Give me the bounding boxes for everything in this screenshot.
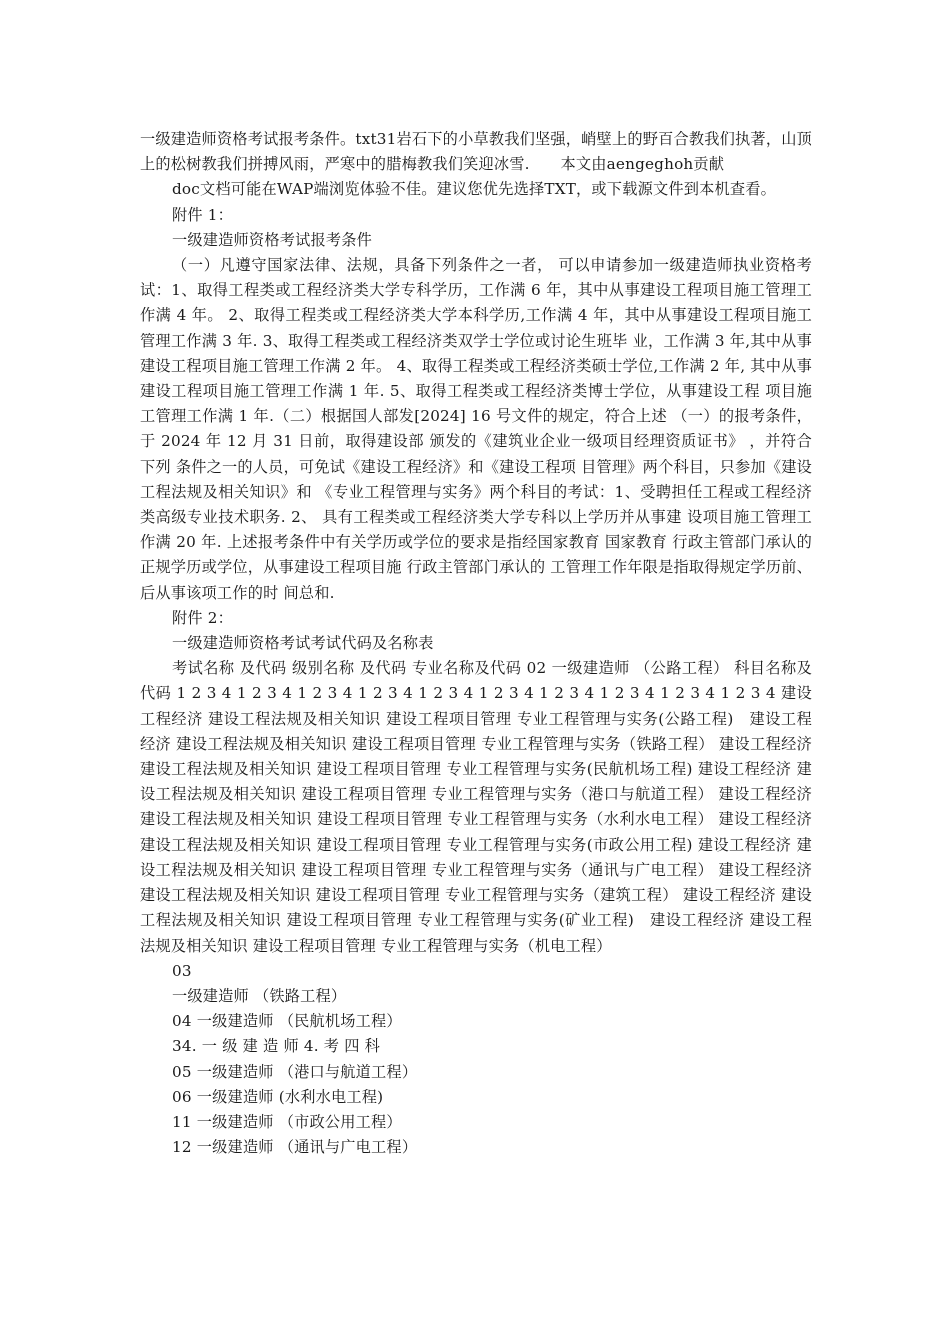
attachment-2-body: 考试名称 及代码 级别名称 及代码 专业名称及代码 02 一级建造师 （公路工程） 科目名称及代码 1 2 3 4 1 2 3 4 1 2 3 4 1 2 3 4 1 2 3 4 1 2 3 4 1 2 3 4 1 2 3 4 1 2 3 4 1 2 3 4 建设工程经济 建设工程法规及相关知识 建设工程项目管理 专业工程管理与实务(公路工程) 建设工程经济 建设工程法规及相关知识 建设工程项目管理 专业工程管理与实务（铁路工程） 建设工程经济 建设工程法规及相关知识 建设工程项目管理 专业工程管理与实务(民航机场工程) 建设工程经济 建设工程法规及相关知识 建设工程项目管理 专业工程管理与实务（港口与航道工程） 建设工程经济 建设工程法规及相关知识 建设工程项目管理 专业工程管理与实务（水利水电工程） 建设工程经济 建设工程法规及相关知识 建设工程项目管理 专业工程管理与实务(市政公用工程) 建设工程经济 建设工程法规及相关知识 建设工程项目管理 专业工程管理与实务（通讯与广电工程） 建设工程经济 建设工程法规及相关知识 建设工程项目管理 专业工程管理与实务（建筑工程） 建设工程经济 建设工程法规及相关知识 建设工程项目管理 专业工程管理与实务(矿业工程) 建设工程经济 建设工程法规及相关知识 建设工程项目管理 专业工程管理与实务（机电工程）: [140, 659, 812, 955]
document-page: [140, 127, 812, 1160]
attachment-2-title: 一级建造师资格考试考试代码及名称表: [172, 634, 434, 653]
code-line: 03: [172, 961, 192, 980]
code-line: 一级建造师 （铁路工程）: [172, 986, 347, 1005]
code-line: 05 一级建造师 （港口与航道工程）: [172, 1062, 418, 1081]
code-line: 34. 一 级 建 造 师 4. 考 四 科: [172, 1037, 380, 1056]
intro-paragraph: 一级建造师资格考试报考条件。txt31岩石下的小草教我们坚强，峭壁上的野百合教我们执著，山顶上的松树教我们拼搏风雨，严寒中的腊梅教我们笑迎冰雪. 本文由aengeghoh贡献: [140, 130, 812, 174]
code-line: 06 一级建造师 (水利水电工程): [172, 1087, 384, 1106]
notice-paragraph: doc文档可能在WAP端浏览体验不佳。建议您优先选择TXT，或下载源文件到本机查看。: [172, 180, 777, 199]
attachment-2-label: 附件 2：: [172, 608, 234, 627]
attachment-1-body: （一）凡遵守国家法律、法规，具备下列条件之一者， 可以申请参加一级建造师执业资格考试：1、取得工程类或工程经济类大学专科学历，工作满 6 年，其中从事建设工程项目施工管理工作满 4 年。 2、取得工程类或工程经济类大学本科学历,工作满 4 年，其中从事建设工程项目施工管理工作满 3 年. 3、取得工程类或工程经济类双学士学位或讨论生班毕 业，工作满 3 年,其中从事建设工程项目施工管理工作满 2 年。 4、取得工程类或工程经济类硕士学位,工作满 2 年, 其中从事建设工程项目施工管理工作满 1 年. 5、取得工程类或工程经济类博士学位，从事建设工程 项目施工管理工作满 1 年.（二）根据国人部发[2024] 16 号文件的规定，符合上述 （一）的报考条件，于 2024 年 12 月 31 日前，取得建设部 颁发的《建筑业企业一级项目经理资质证书》 ，并符合下列 条件之一的人员，可免试《建设工程经济》和《建设工程项 目管理》两个科目，只参加《建设工程法规及相关知识》和 《专业工程管理与实务》两个科目的考试：1、受聘担任工程或工程经济类高级专业技术职务. 2、 具有工程类或工程经济类大学专科以上学历并从事建 设项目施工管理工作满 20 年. 上述报考条件中有关学历或学位的要求是指经国家教育 国家教育 行政主管部门承认的正规学历或学位，从事建设工程项目施 行政主管部门承认的 工管理工作年限是指取得规定学历前、后从事该项工作的时 间总和.: [140, 256, 812, 602]
attachment-1-title: 一级建造师资格考试报考条件: [172, 230, 373, 249]
attachment-1-label: 附件 1：: [172, 205, 234, 224]
code-line: 12 一级建造师 （通讯与广电工程）: [172, 1138, 418, 1157]
code-line: 11 一级建造师 （市政公用工程）: [172, 1112, 402, 1131]
code-line: 04 一级建造师 （民航机场工程）: [172, 1012, 402, 1031]
